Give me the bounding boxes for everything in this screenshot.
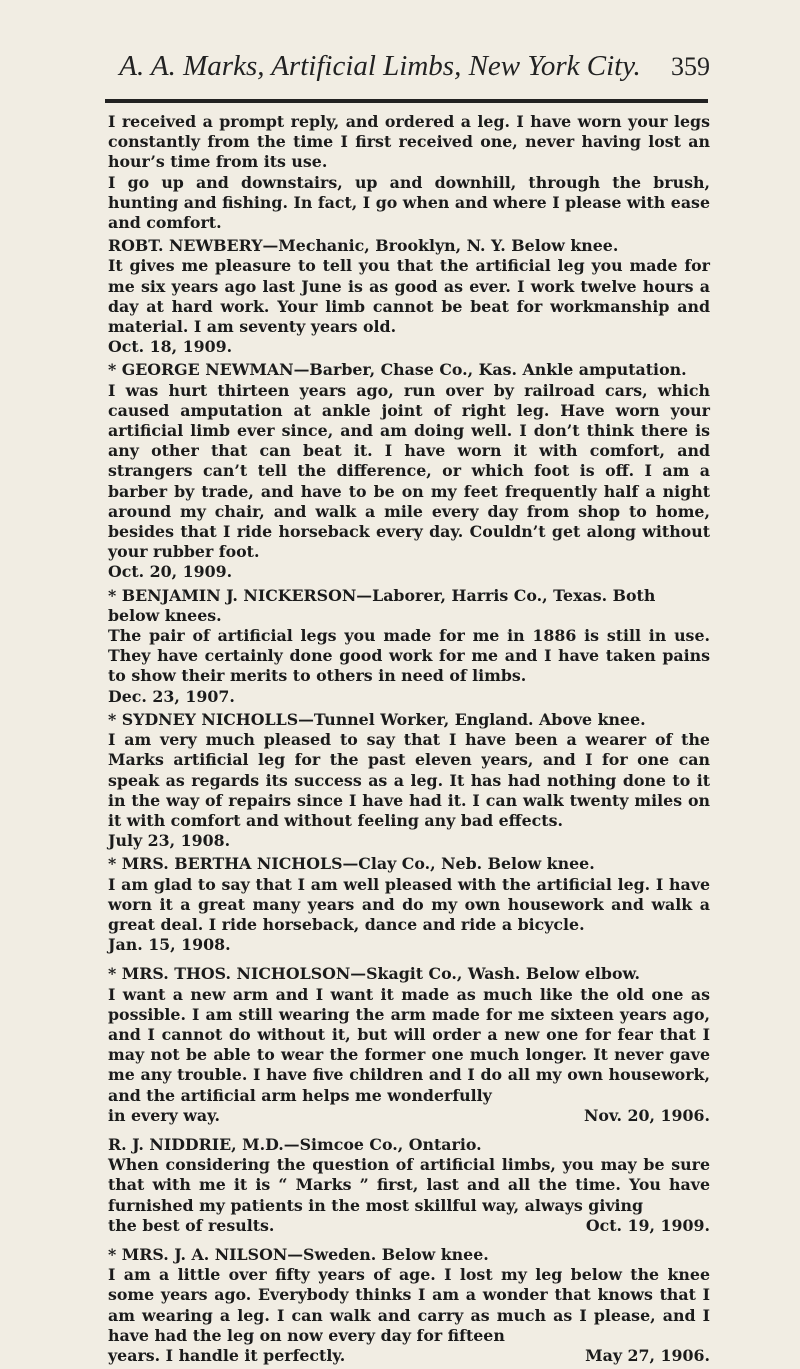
testimonial-entry	[108, 360, 710, 582]
testimonial-entry	[108, 710, 710, 851]
entry-body: The pair of artificial legs you made for me in 1886 is still in use. They have certainly done good work for me and I have taken pains to show their merits to others in need of limbs.	[108, 626, 710, 686]
testimonial-entry	[108, 1245, 710, 1366]
entry-last-line	[108, 1106, 710, 1126]
entry-body: I am a little over fifty years of age. I lost my leg below the knee some years ago. Everybody thinks I am a wonder that knows that I am wearing a leg. I can walk and carry as much as I please, and I have had the leg on now every day for fifteen	[108, 1265, 710, 1345]
entry-heading: * BENJAMIN J. NICKERSON—Laborer, Harris Co., Texas. Both below knees.	[108, 585, 656, 625]
page-number: 359	[671, 52, 710, 81]
body-text	[108, 112, 710, 1369]
running-header	[100, 50, 710, 98]
entry-date: May 27, 1906.	[585, 1345, 710, 1365]
entry-body-last: the best of results.	[108, 1215, 275, 1235]
entry-body: I am very much pleased to say that I have been a wearer of the Marks artificial leg for the past eleven years, and I for one can speak as regards its success as a leg. It has had nothing done to it in the way of repairs since I have had it. I can walk twenty miles on it with comfort and without feeling any bad effects.	[108, 730, 710, 830]
entry-last-line	[108, 1216, 710, 1236]
entry-heading: * GEORGE NEWMAN—Barber, Chase Co., Kas. Ankle amputation.	[108, 360, 687, 380]
entry-body-last: years. I handle it perfectly.	[108, 1345, 346, 1365]
entry-date: Jan. 15, 1908.	[108, 935, 231, 955]
entry-heading: * MRS. J. A. NILSON—Sweden. Below knee.	[108, 1244, 489, 1264]
entry-date: Oct. 18, 1909.	[108, 337, 233, 357]
entry-heading: * SYDNEY NICHOLLS—Tunnel Worker, England. Above knee.	[108, 709, 646, 729]
testimonial-entry	[108, 236, 710, 357]
entry-body: I am glad to say that I am well pleased with the artificial leg. I have worn it a great many years and do my own housework and walk a great deal. I ride horseback, dance and ride a bicycle.	[108, 874, 710, 934]
entry-date: Dec. 23, 1907.	[108, 686, 235, 706]
entry-heading: * MRS. BERTHA NICHOLS—Clay Co., Neb. Below knee.	[108, 854, 595, 874]
running-title: A. A. Marks, Artificial Limbs, New York City.	[119, 50, 641, 82]
entry-date: Oct. 19, 1909.	[585, 1215, 710, 1235]
paragraph: I received a prompt reply, and ordered a leg. I have worn your legs constantly from the time I first received one, never having lost an hour’s time from its use.	[108, 112, 710, 172]
testimonial-entry	[108, 1135, 710, 1236]
testimonial-entry	[108, 854, 710, 955]
entry-date: Oct. 20, 1909.	[108, 562, 233, 582]
entry-body: It gives me pleasure to tell you that the artificial leg you made for me six years ago last June is as good as ever. I work twelve hours a day at hard work. Your limb cannot be beat for workmanship and material. I am seventy years old.	[108, 256, 710, 337]
testimonial-entry	[108, 586, 710, 707]
entry-heading: R. J. NIDDRIE, M.D.—Simcoe Co., Ontario.	[108, 1134, 482, 1154]
entry-body: I want a new arm and I want it made as much like the old one as possible. I am still wearing the arm made for me sixteen years ago, and I cannot do without it, but will order a new one for fear that I may not be able to wear the former one much longer. It never gave me any trouble. I have five children and I do all my own housework, and the artificial arm helps me wonderfully	[108, 984, 710, 1105]
entry-body: When considering the question of artificial limbs, you may be sure that with me it is “ Marks ” first, last and all the time. You have furnished my patients in the most skillful way, always giving	[108, 1155, 710, 1215]
entry-date: July 23, 1908.	[108, 831, 231, 851]
entry-heading: ROBT. NEWBERY—Mechanic, Brooklyn, N. Y. Below knee.	[108, 236, 619, 256]
entry-last-line	[108, 1346, 710, 1366]
testimonial-entry	[108, 964, 710, 1126]
header-rule	[105, 99, 708, 103]
paragraph: I go up and downstairs, up and downhill, through the brush, hunting and fishing. In fact, I go when and where I please with ease and comfort.	[108, 172, 710, 233]
entry-body: I was hurt thirteen years ago, run over by railroad cars, which caused amputation at ankle joint of right leg. Have worn your artificial limb ever since, and am doing well. I don’t think there is any other that can beat it. I have worn it with comfort, and strangers can’t tell the difference, or which foot is off. I am a barber by trade, and have to be on my feet frequently half a night around my chair, and walk a mile every day from shop to home, besides that I ride horseback every day. Couldn’t get along without your rubber foot.	[108, 380, 710, 562]
entry-heading: * MRS. THOS. NICHOLSON—Skagit Co., Wash. Below elbow.	[108, 964, 641, 984]
entry-date: Nov. 20, 1906.	[583, 1105, 710, 1125]
opening-paragraphs	[108, 112, 710, 233]
entry-body-last: in every way.	[108, 1105, 220, 1125]
